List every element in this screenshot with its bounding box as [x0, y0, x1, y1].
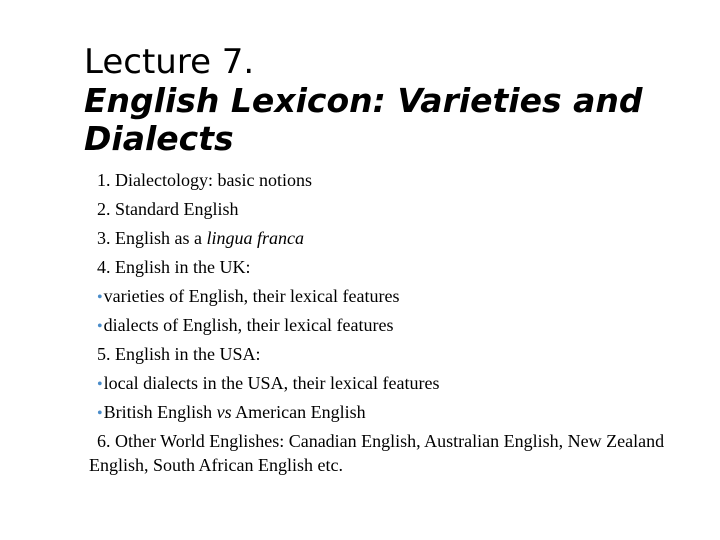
slide-title [84, 42, 694, 158]
outline-item-1: 1. Dialectology: basic notions [97, 170, 312, 190]
outline-item-2: 2. Standard English [97, 199, 239, 219]
bullet-item-2-text: dialects of English, their lexical features [103, 315, 394, 335]
outline-item-4: 4. English in the UK: [97, 257, 251, 277]
bullet-item-4-italic: vs [216, 402, 232, 422]
outline-item-5: 5. English in the USA: [97, 344, 261, 364]
lecture-topic: English Lexicon: Varieties and Dialects [84, 81, 643, 158]
bullet-icon: • [97, 318, 103, 335]
bullet-item-4-text: British English [103, 402, 217, 422]
bullet-icon: • [97, 289, 103, 306]
bullet-item-1 [89, 284, 689, 313]
bullet-item-4-text-end: American English [231, 402, 366, 422]
bullet-icon: • [97, 405, 103, 422]
outline-item-3-italic: lingua franca [206, 228, 304, 248]
bullet-item-4 [89, 400, 689, 429]
outline-item-6: 6. Other World Englishes: Canadian English, Australian English, New Zealand English, South African English etc. [89, 431, 665, 475]
bullet-item-2 [89, 313, 689, 342]
outline-item-3-text: 3. English as a [97, 228, 207, 248]
lecture-number: Lecture 7. [84, 42, 255, 82]
outline-item-3 [89, 226, 689, 255]
bullet-icon: • [97, 376, 103, 393]
bullet-item-3 [89, 371, 689, 400]
outline-list [89, 168, 689, 477]
bullet-item-1-text: varieties of English, their lexical features [103, 286, 400, 306]
bullet-item-3-text: local dialects in the USA, their lexical features [103, 373, 440, 393]
